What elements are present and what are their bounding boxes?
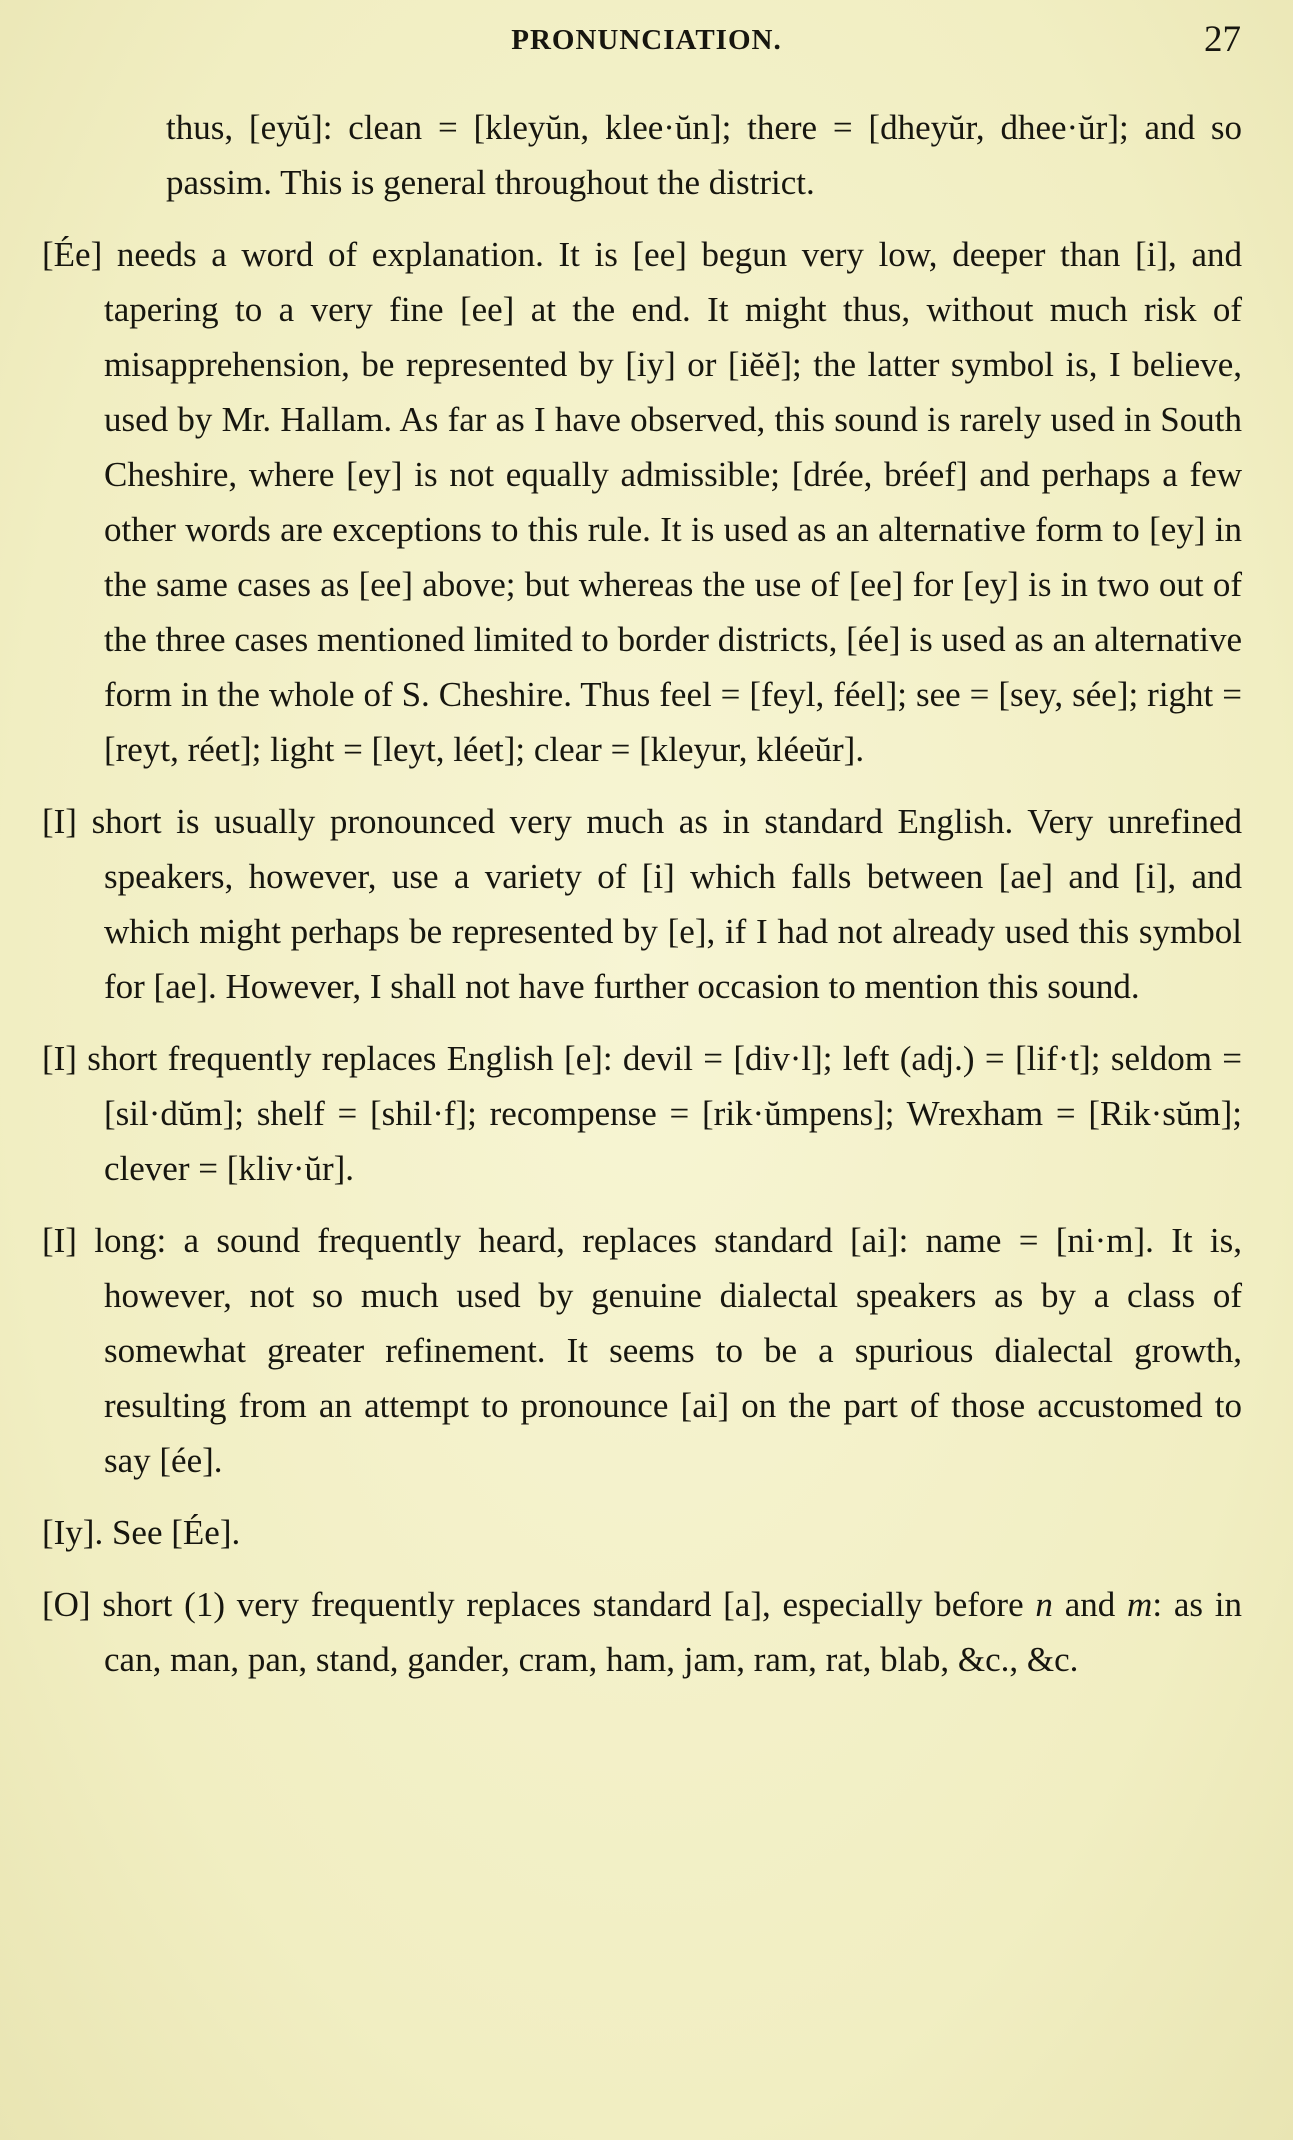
page-title: PRONUNCIATION.: [511, 24, 782, 56]
paragraph-o-text-after: : as in can, man, pan, stand, gander, cram, ham, jam, ram, rat, blab, &c., &c.: [104, 1585, 1243, 1679]
italic-m: m: [1127, 1585, 1153, 1624]
paragraph-o-short: [42, 1577, 1242, 1687]
running-header: [0, 14, 1293, 66]
paragraph-continuation: thus, [eyŭ]: clean = [kleyŭn, klee·ŭn]; there = [dheyŭr, dhee·ŭr]; and so passim. This is general throughout the district.: [166, 108, 1242, 202]
paragraph-iy: [Iy]. See [Ée].: [42, 1513, 241, 1552]
paragraph-i-long: [I] long: a sound frequently heard, replaces standard [ai]: name = [ni·m]. It is, however, not so much used by genuine dialectal speakers as by a class of somewhat greater refinement. It seems to be a spurious dialectal growth, resulting from an attempt to pronounce [ai] on the part of those accustomed to say [ée].: [42, 1221, 1242, 1480]
paragraph-i-short-2: [I] short frequently replaces English [e]: devil = [div·l]; left (adj.) = [lif·t]; seldom = [sil·dŭm]; shelf = [shil·f]; recompense = [rik·ŭmpens]; Wrexham = [Rik·sŭm]; clever = [kliv·ŭr].: [42, 1039, 1242, 1188]
body-text: [42, 100, 1242, 1704]
page-number: 27: [1204, 19, 1241, 60]
paragraph-ee: [Ée] needs a word of explanation. It is [ee] begun very low, deeper than [i], and tapering to a very fine [ee] at the end. It might thus, without much risk of misapprehension, be represented by [iy] or [iĕĕ]; the latter symbol is, I believe, used by Mr. Hallam. As far as I have observed, this sound is rarely used in South Cheshire, where [ey] is not equally admissible; [drée, bréef] and perhaps a few other words are exceptions to this rule. It is used as an alternative form to [ey] in the same cases as [ee] above; but whereas the use of [ee] for [ey] is in two out of the three cases mentioned limited to border districts, [ée] is used as an alternative form in the whole of S. Cheshire. Thus feel = [feyl, féel]; see = [sey, sée]; right = [reyt, réet]; light = [leyt, léet]; clear = [kleyur, kléeŭr].: [42, 235, 1242, 769]
paragraph-o-text-before: [O] short (1) very frequently replaces standard [a], especially before: [42, 1585, 1036, 1624]
paragraph-o-text-and: and: [1052, 1585, 1128, 1624]
paragraph-i-short-1: [I] short is usually pronounced very much as in standard English. Very unrefined speakers, however, use a variety of [i] which falls between [ae] and [i], and which might perhaps be represented by [e], if I had not already used this symbol for [ae]. However, I shall not have further occasion to mention this sound.: [42, 802, 1242, 1006]
italic-n: n: [1035, 1585, 1053, 1624]
